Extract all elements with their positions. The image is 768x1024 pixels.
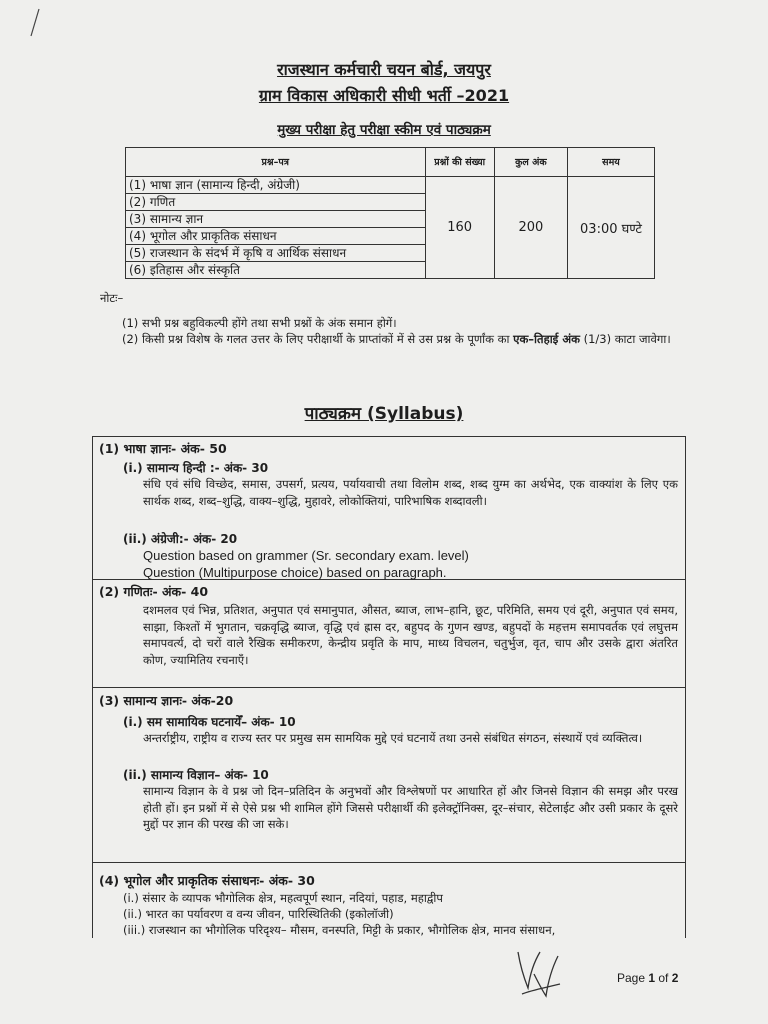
paper-1: (1) भाषा ज्ञान (सामान्य हिन्दी, अंग्रेजी) xyxy=(126,177,426,194)
table-row xyxy=(126,177,655,194)
note-2-text: (2) किसी प्रश्न विशेष के गलत उत्तर के लिए परीक्षार्थी के प्राप्तांकों में से उस प्रश्न के पूर्णांक का xyxy=(122,332,510,346)
section-3-heading: (3) सामान्य ज्ञानः- अंक-20 xyxy=(99,693,234,708)
section-3a-heading: (i.) सम सामायिक घटनायेँ– अंक- 10 xyxy=(123,715,296,729)
syllabus-title: पाठ्यक्रम (Syllabus) xyxy=(304,404,464,424)
section-1b-line-1: Question based on grammer (Sr. secondary exam. level) xyxy=(143,548,469,563)
section-1a-text: संधि एवं संधि विच्छेद, समास, उपसर्ग, प्रत्यय, पर्यायवाची तथा विलोम शब्द, शब्द युग्म का अर्थभेद, एक वाक्यांश के लिए एक सार्थक शब्द, शब्द–शुद्धि, वाक्य–शुद्धि, मुहावरे, लोकोक्तियां, पारिभाषिक शब्दावली। xyxy=(143,477,678,508)
exam-title: ग्राम विकास अधिकारी सीधी भर्ती –2021 xyxy=(258,86,510,105)
table-header-row xyxy=(126,148,655,177)
page-number xyxy=(617,971,678,985)
note-2 xyxy=(122,331,692,348)
section-4-heading: (4) भूगोल और प्राकृतिक संसाधनः- अंक- 30 xyxy=(99,873,315,888)
section-general-knowledge xyxy=(92,687,686,863)
section-1b-line-2: Question (Multipurpose choice) based on paragraph. xyxy=(143,565,447,580)
section-1b-heading: (ii.) अंग्रेजी:- अंक- 20 xyxy=(123,532,238,546)
section-1a-heading: (i.) सामान्य हिन्दी :- अंक- 30 xyxy=(123,461,269,475)
note-2-tail: (1/3) काटा जावेगा। xyxy=(579,332,671,346)
signature-mark xyxy=(512,944,564,1000)
total-marks: 200 xyxy=(494,177,567,279)
header-time: समय xyxy=(567,148,654,177)
paper-5: (5) राजस्थान के संदर्भ में कृषि व आर्थिक संसाधन xyxy=(126,245,426,262)
note-label: नोटः– xyxy=(100,291,124,305)
section-geography xyxy=(92,862,686,938)
section-3b-heading: (ii.) सामान्य विज्ञान– अंक- 10 xyxy=(123,768,269,782)
list-item: (ii.) भारत का पर्यावरण व वन्य जीवन, पारिस्थितिकी (इकोलॉजी) xyxy=(123,907,394,921)
paper-4: (4) भूगोल और प्राकृतिक संसाधन xyxy=(126,228,426,245)
section-3a-text: अन्तर्राष्ट्रीय, राष्ट्रीय व राज्य स्तर पर प्रमुख सम सामयिक मुद्दे एवं घटनायें तथा उनसे संबंधित संगठन, संस्थायें एवं व्यक्तित्व। xyxy=(143,731,643,745)
paper-3: (3) सामान्य ज्ञान xyxy=(126,211,426,228)
header-paper: प्रश्न–पत्र xyxy=(126,148,426,177)
header-questions: प्रश्नों की संख्या xyxy=(425,148,494,177)
page-prefix: Page xyxy=(617,971,649,985)
section-2-text: दशमलव एवं भिन्न, प्रतिशत, अनुपात एवं समानुपात, औसत, ब्याज, लाभ–हानि, छूट, परिमिति, समय एवं दूरी, अनुपात एवं समय, साझा, किश्तों में भुगतान, चक्रवृद्धि ब्याज, वृद्धि एवं ह्रास दर, बहुपद के गुणन खण्ड, बहुपदों के महत्तम समापवर्तक एवं लघुत्तम समापवर्त्य, दो चरों वाले रैखिक समीकरण, केन्द्रीय प्रवृति के माप, माध्य विचलन, चतुर्भुज, वृत, चाप और उसके द्वारा अंतरित कोण, ज्यामितिय रचनाएँ। xyxy=(143,603,678,667)
pen-mark xyxy=(28,8,42,38)
paper-2: (2) गणित xyxy=(126,194,426,211)
list-item: (iii.) राजस्थान का भौगोलिक परिदृश्य– मौसम, वनस्पति, मिट्टी के प्रकार, भौगोलिक क्षेत्र, मानव संसाधन, xyxy=(123,923,556,937)
exam-time: 03:00 घण्टे xyxy=(567,177,654,279)
section-2-heading: (2) गणितः- अंक- 40 xyxy=(99,584,209,599)
note-2-bold: एक–तिहाई अंक xyxy=(513,332,580,346)
section-3b-text: सामान्य विज्ञान के वे प्रश्न जो दिन–प्रतिदिन के अनुभवों और विश्लेषणों पर आधारित हों और जिनसे विज्ञान की समझ और परख होती हों। इन प्रश्नों में से ऐसे प्रश्न भी शामिल होंगे जिससे परीक्षार्थी की इलेक्ट्रॉनिक्स, दूर–संचार, सेटेलाईट और उसी प्रकार के दूसरे मुद्दों पर ज्ञान की परख की जा सके। xyxy=(143,784,678,831)
section-maths xyxy=(92,578,686,688)
section-language xyxy=(92,436,686,580)
scheme-subtitle: मुख्य परीक्षा हेतु परीक्षा स्कीम एवं पाठ्यक्रम xyxy=(277,122,491,138)
header-marks: कुल अंक xyxy=(494,148,567,177)
paper-6: (6) इतिहास और संस्कृति xyxy=(126,262,426,279)
list-item: (i.) संसार के व्यापक भौगोलिक क्षेत्र, महत्वपूर्ण स्थान, नदियां, पहाड, महाद्वीप xyxy=(123,891,443,905)
note-1: (1) सभी प्रश्न बहुविकल्पी होंगे तथा सभी प्रश्नों के अंक समान होगें। xyxy=(122,316,397,330)
page-current: 1 xyxy=(648,971,656,985)
exam-scheme-table xyxy=(125,147,655,279)
page-of: of xyxy=(655,971,672,985)
page-total: 2 xyxy=(671,971,679,985)
section-1-heading: (1) भाषा ज्ञानः- अंक- 50 xyxy=(99,441,227,456)
question-count: 160 xyxy=(425,177,494,279)
board-title: राजस्थान कर्मचारी चयन बोर्ड, जयपुर xyxy=(277,60,491,79)
